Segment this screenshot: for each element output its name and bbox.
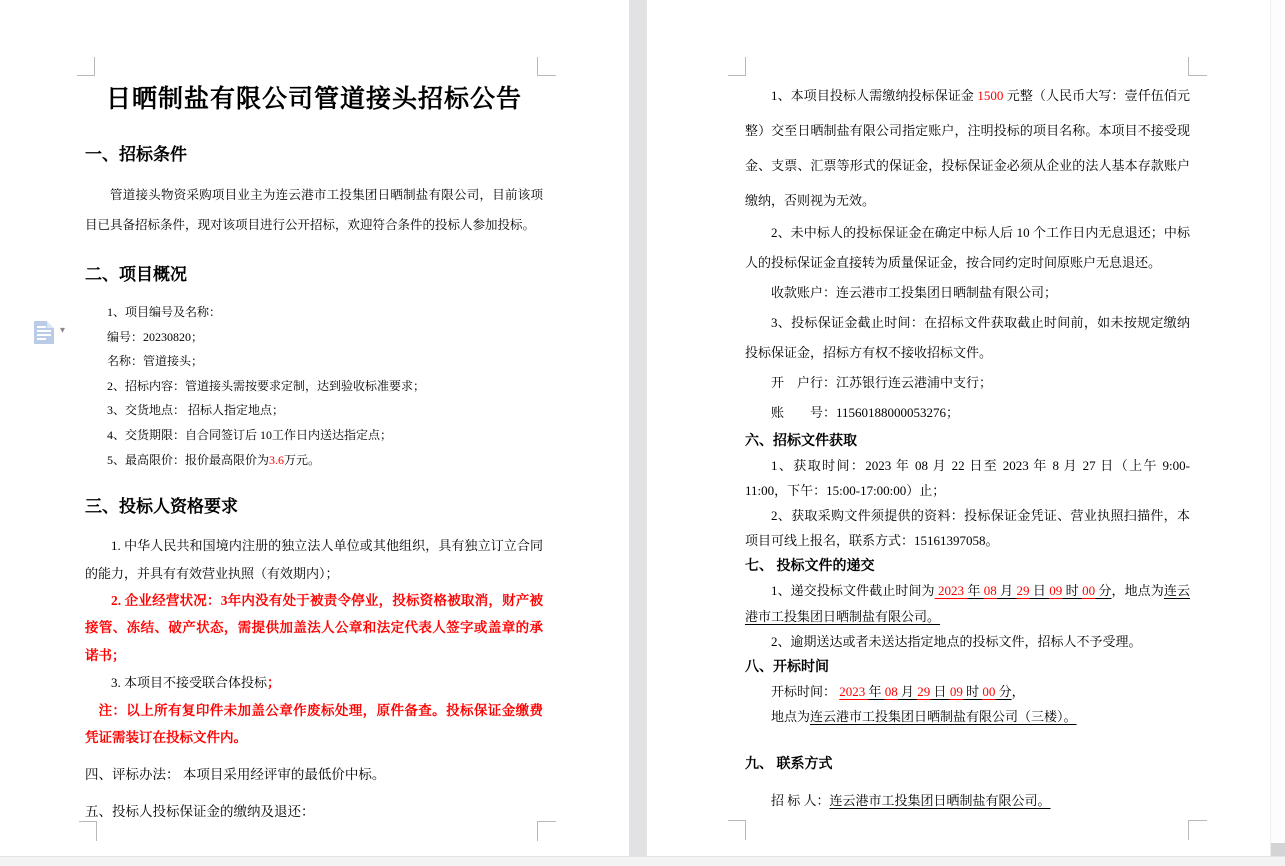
text-run: 一、招标条件 — [85, 145, 187, 164]
crop-mark-p2-top-right — [1188, 57, 1207, 76]
crop-mark-p1-bottom-right — [537, 821, 556, 841]
document-options-icon[interactable] — [34, 321, 54, 344]
doc-block — [85, 180, 543, 240]
text-run: 分 — [995, 684, 1012, 700]
text-run: 开标时间： — [771, 684, 840, 700]
text-run: 时 — [1062, 583, 1083, 598]
text-run: 年 — [967, 583, 984, 598]
doc-block — [745, 398, 1190, 428]
text-run: 日晒制盐有限公司管道接头招标公告 — [105, 86, 522, 113]
text-run: 3. 本项目不接受联合体投标 — [111, 675, 268, 691]
doc-block — [107, 448, 543, 473]
text-run: 四、评标办法： 本项目采用经评审的最低价中标。 — [85, 767, 386, 783]
text-run: 1500 — [977, 88, 1004, 103]
text-run: 29 — [917, 684, 931, 700]
text-run: 五、投标人投标保证金的缴纳及退还： — [85, 804, 315, 820]
text-run: 2、招标内容：管道接头需按要求定制，达到验收标准要求； — [107, 378, 426, 393]
doc-block — [745, 788, 1190, 813]
scrollbar-track[interactable] — [1270, 0, 1285, 866]
text-run: 年 — [868, 684, 885, 700]
text-run: 注：以上所有复印件未加盖公章作废标处理，原件备查。投标保证金缴费凭证需装订在投标文件内。 — [85, 702, 543, 745]
doc-block — [85, 494, 543, 520]
margin-widget[interactable] — [34, 321, 74, 347]
doc-block — [85, 142, 543, 168]
text-run: 地点为 — [771, 709, 811, 725]
text-run: 三、投标人资格要求 — [85, 497, 238, 517]
page-gap — [629, 0, 647, 856]
text-run: 万元。 — [284, 452, 321, 467]
doc-block — [85, 799, 543, 825]
text-run: 招 标 人： — [771, 793, 830, 809]
page-2-content — [745, 0, 1190, 856]
doc-block — [745, 218, 1190, 278]
doc-block — [745, 629, 1190, 654]
text-run: 六、招标文件获取 — [745, 434, 857, 449]
text-run: 日 — [930, 684, 950, 700]
doc-block — [107, 325, 543, 350]
doc-block — [745, 430, 1190, 453]
text-run: 08 — [884, 684, 898, 700]
text-run: 月 — [897, 684, 918, 700]
doc-block — [745, 656, 1190, 679]
text-run: 管道接头物资采购项目业主为连云港市工投集团日晒制盐有限公司，目前该项目已具备招标条件，现对该项目进行公开招标，欢迎符合条件的投标人参加投标。 — [85, 188, 543, 232]
text-run: 09 — [949, 684, 963, 700]
doc-block — [85, 669, 543, 696]
doc-block — [107, 398, 543, 423]
text-run: 九、 联系方式 — [745, 757, 833, 773]
text-run: 连云港市工投集团日晒制盐有限公司（三楼）。 — [810, 709, 1077, 725]
doc-block — [107, 423, 543, 448]
text-run: 2、获取采购文件须提供的资料：投标保证金凭证、营业执照扫描件，本项目可线上报名，联系方式：15161397058。 — [745, 508, 1190, 548]
text-run: 09 — [1049, 583, 1063, 598]
doc-block — [745, 368, 1190, 398]
crop-mark-p2-bottom-right — [1188, 820, 1207, 840]
text-run: 1、获取时间：2023 年 08 月 22 日至 2023 年 8 月 27 日（上午 9:00-11:00，下午：15:00-17:00:00）止； — [745, 458, 1190, 498]
text-run: 1、项目编号及名称： — [107, 305, 222, 319]
text-run: 二、项目概况 — [85, 265, 187, 284]
text-run: 1、本项目投标人需缴纳投标保证金 — [771, 88, 978, 103]
doc-block — [107, 300, 543, 325]
text-run: 08 — [983, 583, 997, 598]
text-run: 3.6 — [269, 452, 285, 467]
doc-block — [745, 753, 1190, 776]
bottom-strip — [0, 856, 1285, 866]
text-run: 七、 投标文件的递交 — [745, 559, 875, 574]
text-run: 3、交货地点： 招标人指定地点； — [107, 403, 285, 418]
doc-block — [85, 587, 543, 669]
chevron-down-icon[interactable]: ▾ — [60, 325, 66, 336]
text-run: 2023 — [934, 583, 968, 598]
crop-mark-p1-top-left — [77, 57, 95, 76]
text-run: 连云港市工投集团日晒制盐有限公司。 — [745, 583, 1190, 624]
doc-block — [745, 679, 1190, 704]
doc-block — [745, 78, 1190, 218]
text-run: 3、投标保证金截止时间：在招标文件获取截止时间前，如未按规定缴纳投标保证金，招标方有权不接收招标文件。 — [745, 315, 1190, 360]
document-page-2 — [647, 0, 1270, 856]
doc-block — [85, 762, 543, 788]
text-run: 29 — [1016, 583, 1030, 598]
doc-block — [85, 697, 543, 752]
text-run: 时 — [962, 684, 983, 700]
text-run: 连云港市工投集团日晒制盐有限公司。 — [829, 793, 1051, 809]
text-run: 账 号：11560188000053276； — [771, 405, 960, 420]
doc-block — [745, 278, 1190, 308]
text-run: 2、未中标人的投标保证金在确定中标人后 10 个工作日内无息退还；中标人的投标保证金直接转为质量保证金，按合同约定时间原账户无息退还。 — [745, 225, 1190, 270]
text-run: 00 — [982, 684, 996, 700]
text-run: 编号：20230820； — [107, 329, 204, 344]
text-run: 00 — [1082, 583, 1096, 598]
text-run: ， — [1011, 684, 1025, 700]
text-run: 2023 — [839, 684, 869, 700]
text-run: 八、开标时间 — [745, 660, 829, 676]
crop-mark-p2-bottom-left — [728, 820, 746, 840]
doc-block — [745, 555, 1190, 578]
text-run: 元整（人民币大写：壹仟伍佰元整）交至日晒制盐有限公司指定账户，注明投标的项目名称。本项目不接受现金、支票、汇票等形式的保证金，投标保证金必须从企业的法人基本存款账户缴纳，否则视为无效。 — [745, 88, 1190, 208]
doc-block — [107, 349, 543, 374]
doc-block — [745, 453, 1190, 503]
text-run: 收款账户：连云港市工投集团日晒制盐有限公司； — [771, 285, 1058, 300]
text-run: 4、交货期限：自合同签订后 10工作日内送达指定点； — [107, 427, 393, 442]
text-run: 开 户行：江苏银行连云港浦中支行； — [771, 375, 993, 390]
text-run: 名称：管道接头； — [107, 354, 204, 369]
text-run: 2. 企业经营状况：3年内没有处于被责令停业，投标资格被取消，财产被接管、冻结、破产状态，需提供加盖法人公章和法定代表人签字或盖章的承诺书； — [85, 592, 543, 663]
document-page-1 — [0, 0, 629, 856]
text-run: ； — [267, 675, 281, 691]
crop-mark-p1-top-right — [537, 57, 556, 76]
doc-block — [85, 262, 543, 288]
doc-block — [745, 308, 1190, 368]
text-run: 分 — [1095, 583, 1112, 598]
text-run: ，地点为 — [1111, 583, 1164, 598]
doc-block — [745, 578, 1190, 629]
doc-block — [107, 374, 543, 399]
doc-block — [745, 704, 1190, 729]
text-run: 日 — [1029, 583, 1050, 598]
text-run: 月 — [996, 583, 1017, 598]
text-run: 5、最高限价：报价最高限价为 — [107, 452, 270, 467]
text-run: 1、递交投标文件截止时间为 — [771, 583, 935, 598]
crop-mark-p2-top-left — [728, 57, 746, 76]
text-run: 2、逾期送达或者未送达指定地点的投标文件，招标人不予受理。 — [771, 634, 1142, 650]
crop-mark-p1-bottom-left — [79, 821, 97, 841]
text-run: 1. 中华人民共和国境内注册的独立法人单位或其他组织，具有独立订立合同的能力，并具有有效营业执照（有效期内）； — [85, 538, 543, 581]
page-1-content — [85, 0, 543, 856]
document-title — [85, 82, 543, 118]
doc-block — [85, 532, 543, 587]
doc-block — [745, 503, 1190, 553]
